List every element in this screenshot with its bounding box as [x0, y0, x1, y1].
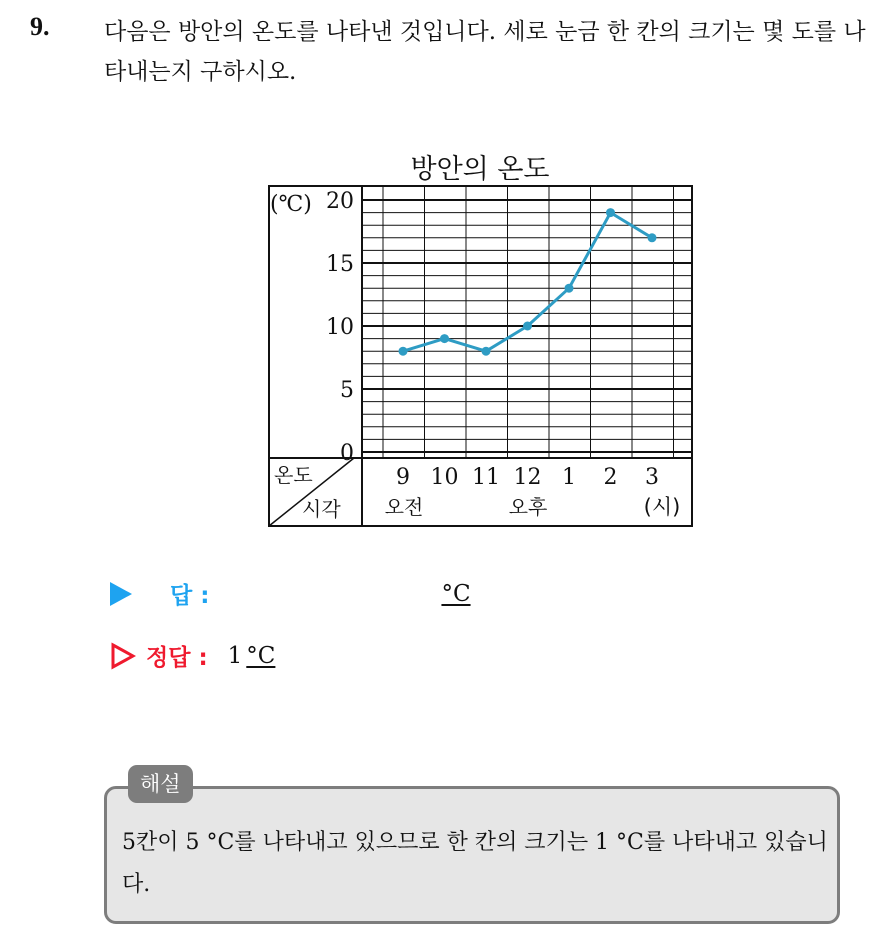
explanation-tag: 해설: [128, 765, 193, 803]
solution-unit: °C: [246, 642, 276, 669]
solution-row: [110, 639, 275, 672]
x-tick-label: 3: [645, 465, 659, 490]
question-number: 9.: [30, 12, 50, 41]
x-tick-label: 1: [562, 465, 576, 490]
outline-triangle-icon: [110, 642, 136, 670]
data-point: [565, 284, 574, 293]
data-point: [482, 347, 491, 356]
x-tick-label: 10: [430, 465, 459, 490]
data-point: [648, 233, 657, 242]
period-label-pm: 오후: [508, 495, 548, 519]
x-tick-label: 2: [603, 465, 618, 490]
explanation-text: 5칸이 5 °C를 나타내고 있으므로 한 칸의 크기는 1 °C를 나타내고 있습니다.: [122, 830, 828, 897]
data-point: [606, 208, 615, 217]
x-tick-label: 9: [396, 465, 410, 490]
y-tick-label: 0: [340, 441, 354, 466]
chart-title: 방안의 온도: [410, 154, 550, 185]
corner-label-top: 온도: [274, 463, 313, 487]
data-point: [399, 347, 408, 356]
question-text: 다음은 방안의 온도를 나타낸 것입니다. 세로 눈금 한 칸의 크기는 몇 도를 나타내는지 구하시오.: [104, 19, 866, 85]
solution-value: 1: [227, 642, 243, 669]
answer-blank-unit: °C: [441, 580, 471, 607]
data-point: [440, 334, 449, 343]
x-tick-label: 12: [513, 465, 542, 490]
y-tick-label: 10: [326, 315, 354, 340]
x-axis-unit: (시): [643, 495, 681, 519]
y-tick-label: 20: [326, 189, 354, 214]
period-label-am: 오전: [384, 495, 424, 519]
answer-label: 답 :: [170, 583, 210, 609]
play-triangle-icon: [110, 582, 132, 606]
y-axis-unit: (℃): [270, 192, 312, 217]
y-tick-label: 5: [340, 378, 354, 403]
answer-row: [110, 577, 471, 610]
y-tick-label: 15: [326, 252, 354, 277]
corner-label-bottom: 시각: [302, 497, 341, 521]
x-tick-label: 11: [472, 465, 500, 490]
solution-label: 정답 :: [146, 645, 208, 671]
data-point: [523, 322, 532, 331]
